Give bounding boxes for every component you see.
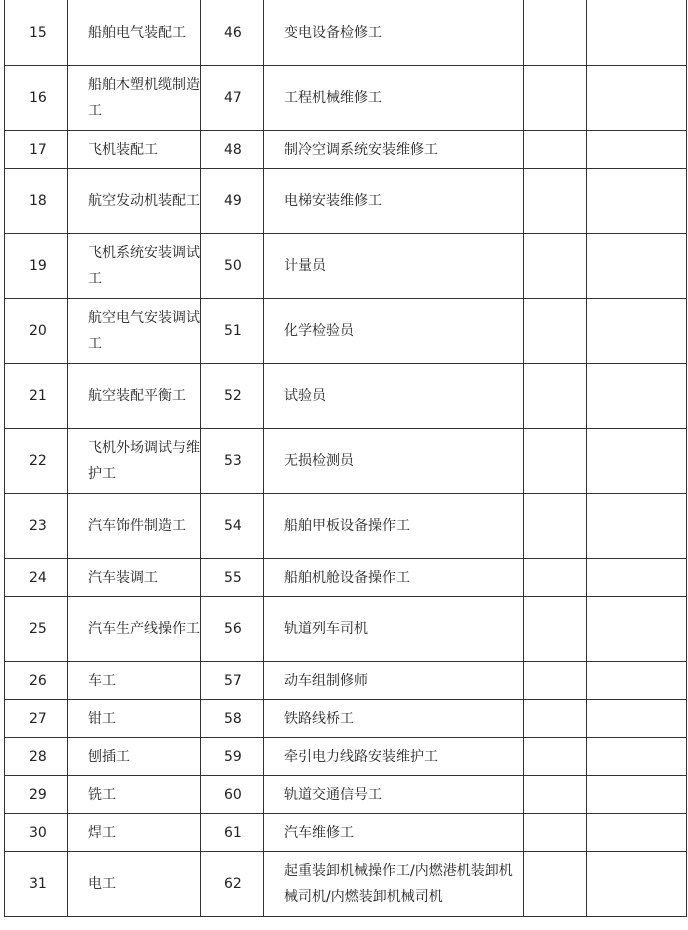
job-title-left: 汽车饰件制造工 [68, 494, 201, 559]
job-title-left: 铣工 [68, 776, 201, 814]
row-number-left: 28 [5, 738, 68, 776]
table-body [5, 0, 687, 917]
row-number-left: 23 [5, 494, 68, 559]
occupation-table [4, 0, 687, 917]
empty-cell [524, 364, 587, 429]
empty-cell [587, 494, 687, 559]
table-row [5, 738, 687, 776]
empty-cell [524, 0, 587, 66]
row-number-left: 18 [5, 169, 68, 234]
empty-cell [587, 299, 687, 364]
table-row [5, 700, 687, 738]
job-title-right: 轨道交通信号工 [264, 776, 524, 814]
row-number-right: 54 [201, 494, 264, 559]
row-number-right: 60 [201, 776, 264, 814]
job-title-right: 工程机械维修工 [264, 66, 524, 131]
empty-cell [587, 429, 687, 494]
table-row [5, 852, 687, 917]
table-row [5, 662, 687, 700]
job-title-right: 动车组制修师 [264, 662, 524, 700]
row-number-left: 27 [5, 700, 68, 738]
row-number-right: 55 [201, 559, 264, 597]
empty-cell [524, 131, 587, 169]
job-title-left: 航空发动机装配工 [68, 169, 201, 234]
job-title-left: 船舶木塑机缆制造工 [68, 66, 201, 131]
table-row [5, 66, 687, 131]
row-number-right: 53 [201, 429, 264, 494]
empty-cell [524, 597, 587, 662]
job-title-left: 汽车生产线操作工 [68, 597, 201, 662]
empty-cell [524, 234, 587, 299]
table-row [5, 299, 687, 364]
empty-cell [587, 364, 687, 429]
job-title-right: 计量员 [264, 234, 524, 299]
row-number-right: 51 [201, 299, 264, 364]
empty-cell [524, 559, 587, 597]
empty-cell [587, 662, 687, 700]
row-number-left: 31 [5, 852, 68, 917]
job-title-left: 飞机装配工 [68, 131, 201, 169]
empty-cell [587, 559, 687, 597]
row-number-right: 50 [201, 234, 264, 299]
table-row [5, 131, 687, 169]
table-row [5, 169, 687, 234]
empty-cell [587, 0, 687, 66]
empty-cell [587, 234, 687, 299]
empty-cell [524, 814, 587, 852]
job-title-right: 化学检验员 [264, 299, 524, 364]
row-number-right: 61 [201, 814, 264, 852]
empty-cell [524, 700, 587, 738]
job-title-left: 航空电气安装调试工 [68, 299, 201, 364]
job-title-right: 船舶机舱设备操作工 [264, 559, 524, 597]
job-title-left: 钳工 [68, 700, 201, 738]
empty-cell [587, 131, 687, 169]
row-number-left: 19 [5, 234, 68, 299]
empty-cell [587, 852, 687, 917]
row-number-right: 46 [201, 0, 264, 66]
row-number-left: 16 [5, 66, 68, 131]
empty-cell [587, 597, 687, 662]
job-title-left: 焊工 [68, 814, 201, 852]
job-title-left: 刨插工 [68, 738, 201, 776]
table-row [5, 559, 687, 597]
job-title-left: 飞机外场调试与维护工 [68, 429, 201, 494]
table-row [5, 0, 687, 66]
empty-cell [524, 776, 587, 814]
row-number-left: 15 [5, 0, 68, 66]
empty-cell [587, 700, 687, 738]
empty-cell [587, 776, 687, 814]
job-title-right: 汽车维修工 [264, 814, 524, 852]
row-number-right: 49 [201, 169, 264, 234]
job-title-left: 船舶电气装配工 [68, 0, 201, 66]
row-number-left: 24 [5, 559, 68, 597]
empty-cell [587, 814, 687, 852]
table-row [5, 234, 687, 299]
row-number-right: 52 [201, 364, 264, 429]
job-title-right: 船舶甲板设备操作工 [264, 494, 524, 559]
empty-cell [524, 662, 587, 700]
empty-cell [524, 429, 587, 494]
job-title-right: 电梯安装维修工 [264, 169, 524, 234]
row-number-right: 59 [201, 738, 264, 776]
row-number-left: 21 [5, 364, 68, 429]
job-title-right: 起重装卸机械操作工/内燃港机装卸机械司机/内燃装卸机械司机 [264, 852, 524, 917]
row-number-left: 20 [5, 299, 68, 364]
table-row [5, 597, 687, 662]
job-title-right: 制冷空调系统安装维修工 [264, 131, 524, 169]
row-number-left: 25 [5, 597, 68, 662]
job-title-left: 汽车装调工 [68, 559, 201, 597]
job-title-right: 试验员 [264, 364, 524, 429]
empty-cell [587, 738, 687, 776]
row-number-left: 26 [5, 662, 68, 700]
job-title-right: 轨道列车司机 [264, 597, 524, 662]
row-number-right: 57 [201, 662, 264, 700]
row-number-right: 62 [201, 852, 264, 917]
empty-cell [524, 738, 587, 776]
empty-cell [524, 852, 587, 917]
job-title-right: 牵引电力线路安装维护工 [264, 738, 524, 776]
row-number-left: 29 [5, 776, 68, 814]
empty-cell [524, 494, 587, 559]
job-title-left: 飞机系统安装调试工 [68, 234, 201, 299]
job-title-right: 变电设备检修工 [264, 0, 524, 66]
empty-cell [587, 66, 687, 131]
row-number-right: 58 [201, 700, 264, 738]
job-title-left: 电工 [68, 852, 201, 917]
empty-cell [587, 169, 687, 234]
row-number-left: 22 [5, 429, 68, 494]
job-title-right: 无损检测员 [264, 429, 524, 494]
empty-cell [524, 169, 587, 234]
row-number-left: 17 [5, 131, 68, 169]
table-row [5, 776, 687, 814]
table-row [5, 364, 687, 429]
row-number-left: 30 [5, 814, 68, 852]
row-number-right: 56 [201, 597, 264, 662]
empty-cell [524, 299, 587, 364]
job-title-left: 航空装配平衡工 [68, 364, 201, 429]
job-title-right: 铁路线桥工 [264, 700, 524, 738]
row-number-right: 47 [201, 66, 264, 131]
table-row [5, 814, 687, 852]
table-row [5, 429, 687, 494]
table-row [5, 494, 687, 559]
empty-cell [524, 66, 587, 131]
job-title-left: 车工 [68, 662, 201, 700]
row-number-right: 48 [201, 131, 264, 169]
